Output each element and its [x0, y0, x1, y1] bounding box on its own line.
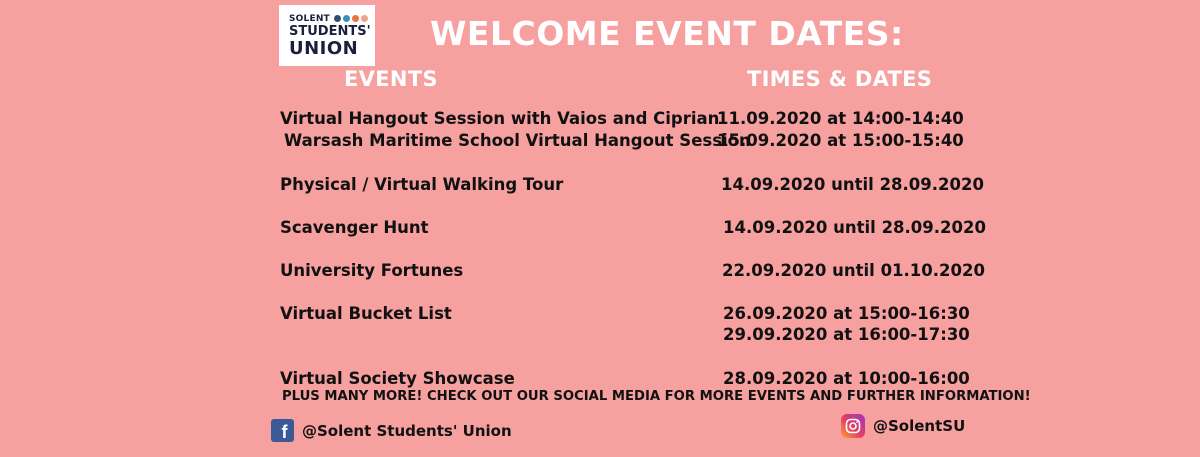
page-title: WELCOME EVENT DATES: [430, 14, 904, 53]
logo-dots [334, 15, 368, 22]
facebook-link[interactable] [271, 419, 512, 442]
solent-su-logo [279, 5, 375, 66]
logo-line3: UNION [289, 37, 359, 59]
instagram-icon [841, 414, 865, 438]
event-name: Physical / Virtual Walking Tour [280, 175, 564, 194]
footer-note: PLUS MANY MORE! CHECK OUT OUR SOCIAL MEDIA FOR MORE EVENTS AND FURTHER INFORMATION! [282, 389, 1031, 404]
logo-dot [343, 15, 350, 22]
event-date: 29.09.2020 at 16:00-17:30 [723, 325, 970, 344]
event-name: Virtual Hangout Session with Vaios and Ciprian [280, 109, 720, 128]
instagram-link[interactable] [841, 414, 965, 438]
events-column-header: EVENTS [344, 67, 438, 91]
logo-line1: SOLENT [289, 13, 330, 24]
logo-line2: STUDENTS' [289, 23, 371, 39]
logo-dot [361, 15, 368, 22]
event-date: 22.09.2020 until 01.10.2020 [722, 261, 985, 280]
event-name: Virtual Society Showcase [280, 369, 515, 388]
times-column-header: TIMES & DATES [747, 67, 933, 91]
event-date: 14.09.2020 until 28.09.2020 [721, 175, 984, 194]
event-date: 26.09.2020 at 15:00-16:30 [723, 304, 970, 323]
event-date: 28.09.2020 at 10:00-16:00 [723, 369, 970, 388]
event-date: 11.09.2020 at 14:00-14:40 [717, 109, 964, 128]
event-name: Warsash Maritime School Virtual Hangout Session [284, 131, 751, 150]
event-date: 15.09.2020 at 15:00-15:40 [717, 131, 964, 150]
logo-dot [334, 15, 341, 22]
logo-dot [352, 15, 359, 22]
event-name: University Fortunes [280, 261, 464, 280]
event-name: Virtual Bucket List [280, 304, 452, 323]
event-name: Scavenger Hunt [280, 218, 429, 237]
instagram-handle: @SolentSU [873, 417, 966, 435]
event-date: 14.09.2020 until 28.09.2020 [723, 218, 986, 237]
facebook-handle: @Solent Students' Union [302, 421, 512, 440]
facebook-icon: f [271, 419, 294, 442]
